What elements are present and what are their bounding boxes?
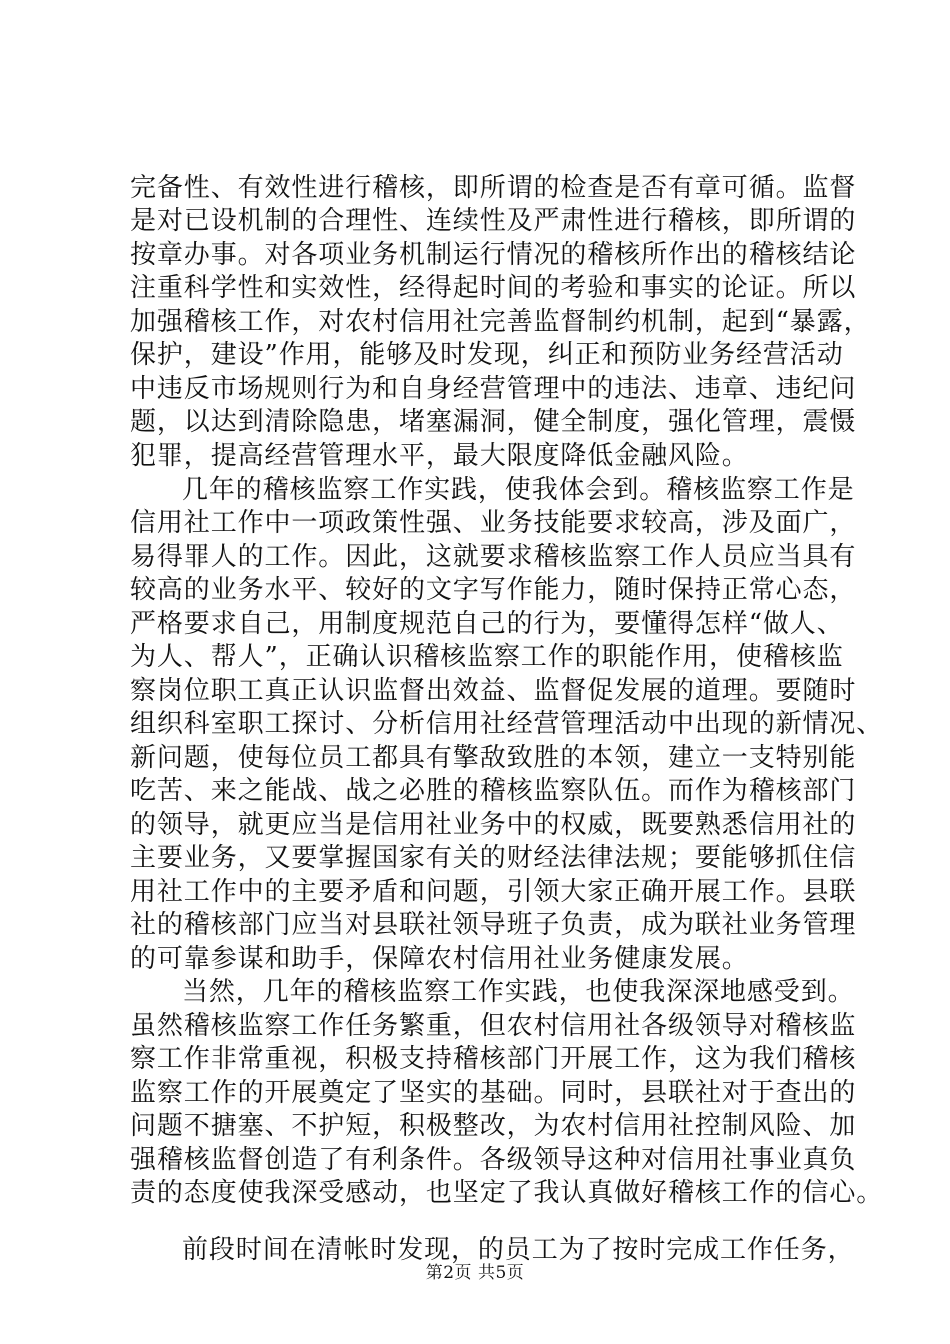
- text-line: 中违反市场规则行为和自身经营管理中的违法、违章、违纪问: [130, 374, 857, 404]
- text-line: 加强稽核工作，对农村信用社完善监督制约机制，起到“暴露，: [130, 307, 871, 337]
- text-line: 注重科学性和实效性，经得起时间的考验和事实的论证。所以: [130, 273, 857, 303]
- text-line: 吃苦、来之能战、战之必胜的稽核监察队伍。而作为稽核部门: [130, 776, 857, 806]
- text-line: 为人、帮人”，正确认识稽核监察工作的职能作用，使稽核监: [130, 642, 844, 672]
- text-line: 是对已设机制的合理性、连续性及严肃性进行稽核，即所谓的: [130, 206, 857, 236]
- text-line: 犯罪，提高经营管理水平，最大限度降低金融风险。: [130, 441, 749, 471]
- page-number-footer: 第2页 共5页: [425, 1263, 525, 1283]
- paragraph-first-line: 前段时间在清帐时发现，的员工为了按时完成工作任务，: [182, 1235, 855, 1265]
- text-line: 用社工作中的主要矛盾和问题，引领大家正确开展工作。县联: [130, 877, 857, 907]
- text-line: 责的态度使我深受感动，也坚定了我认真做好稽核工作的信心。: [130, 1178, 884, 1208]
- text-line: 的领导，就更应当是信用社业务中的权威，既要熟悉信用社的: [130, 810, 857, 840]
- text-line: 察岗位职工真正认识监督出效益、监督促发展的道理。要随时: [130, 676, 857, 706]
- text-line: 强稽核监督创造了有利条件。各级领导这种对信用社事业真负: [130, 1145, 857, 1175]
- text-line: 问题不搪塞、不护短，积极整改，为农村信用社控制风险、加: [130, 1111, 857, 1141]
- text-line: 信用社工作中一项政策性强、业务技能要求较高，涉及面广，: [130, 508, 857, 538]
- text-line: 按章办事。对各项业务机制运行情况的稽核所作出的稽核结论: [130, 240, 857, 270]
- text-line: 社的稽核部门应当对县联社领导班子负责，成为联社业务管理: [130, 910, 857, 940]
- paragraph-first-line: 当然，几年的稽核监察工作实践，也使我深深地感受到。: [182, 977, 855, 1007]
- text-line: 严格要求自己，用制度规范自己的行为，要懂得怎样“做人、: [130, 609, 844, 639]
- text-line: 完备性、有效性进行稽核，即所谓的检查是否有章可循。监督: [130, 173, 857, 203]
- text-line: 监察工作的开展奠定了坚实的基础。同时，县联社对于查出的: [130, 1078, 857, 1108]
- paragraph-first-line: 几年的稽核监察工作实践，使我体会到。稽核监察工作是: [182, 475, 855, 505]
- text-line: 虽然稽核监察工作任务繁重，但农村信用社各级领导对稽核监: [130, 1011, 857, 1041]
- text-line: 保护，建设”作用，能够及时发现，纠正和预防业务经营活动: [130, 340, 844, 370]
- text-line: 察工作非常重视，积极支持稽核部门开展工作，这为我们稽核: [130, 1044, 857, 1074]
- text-line: 易得罪人的工作。因此，这就要求稽核监察工作人员应当具有: [130, 542, 857, 572]
- text-line: 较高的业务水平、较好的文字写作能力，随时保持正常心态，: [130, 575, 857, 605]
- text-line: 组织科室职工探讨、分析信用社经营管理活动中出现的新情况、: [130, 709, 884, 739]
- text-line: 题，以达到清除隐患，堵塞漏洞，健全制度，强化管理，震慑: [130, 407, 857, 437]
- text-line: 新问题，使每位员工都具有擎敌致胜的本领，建立一支特别能: [130, 743, 857, 773]
- text-line: 主要业务，又要掌握国家有关的财经法律法规；要能够抓住信: [130, 843, 857, 873]
- text-line: 的可靠参谋和助手，保障农村信用社业务健康发展。: [130, 944, 749, 974]
